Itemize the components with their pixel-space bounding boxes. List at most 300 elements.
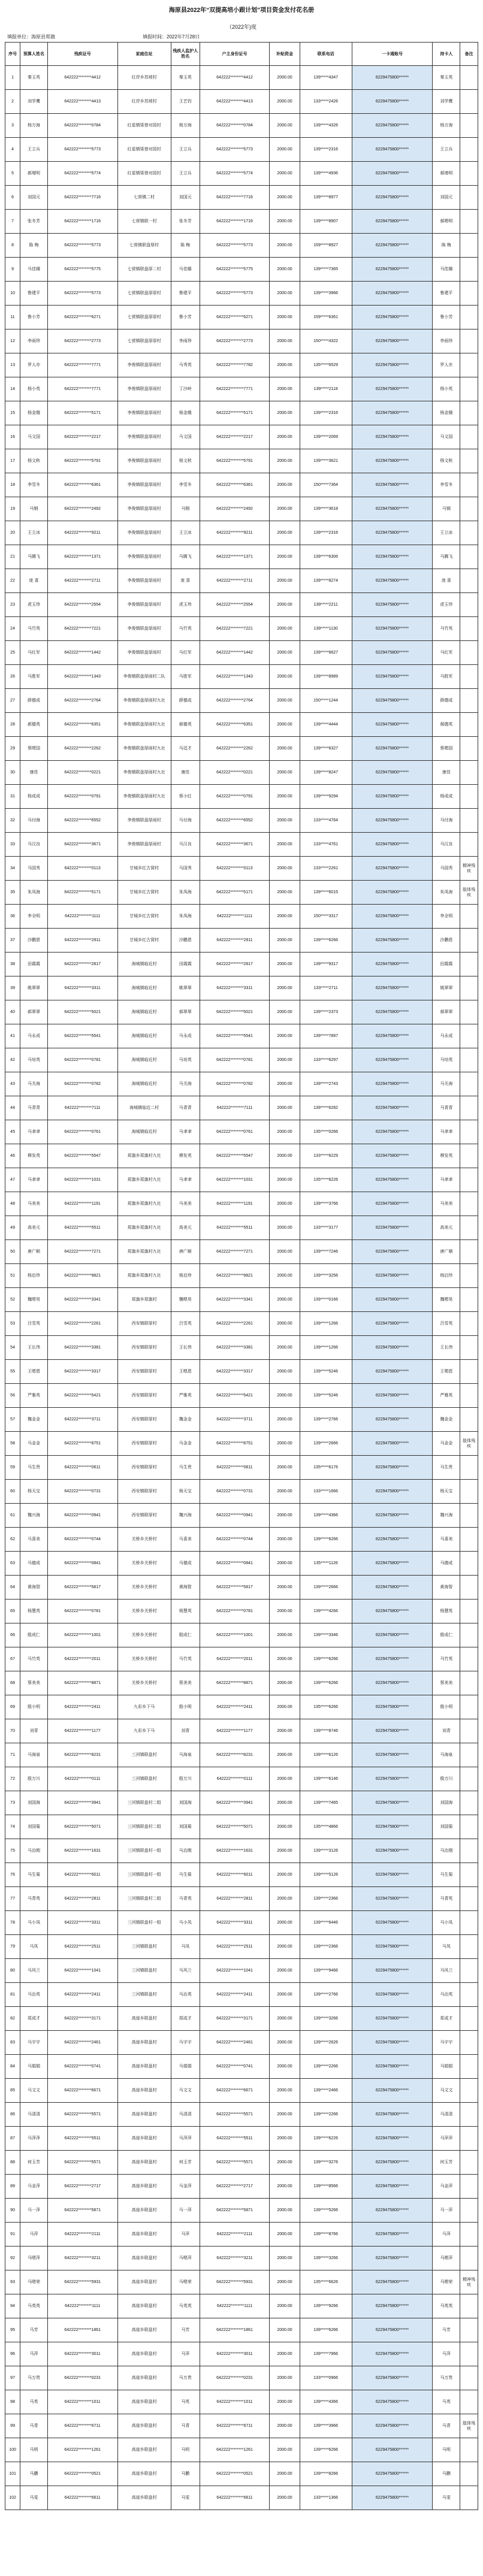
table-cell xyxy=(460,689,478,713)
table-row xyxy=(5,138,478,162)
table-cell: 2000.00 xyxy=(270,353,300,377)
table-cell: 七营镇联盘厚厚村 xyxy=(117,306,171,329)
table-cell: 马嗯萍 xyxy=(433,2247,460,2270)
table-cell: 马宇宇 xyxy=(20,2031,48,2055)
table-cell: 马芳 xyxy=(171,2318,200,2342)
fill-date: 填报时间：2022年7月28日 xyxy=(143,34,200,40)
table-cell: 七营镇联盘厚厚村 xyxy=(117,329,171,353)
table-cell: 红星镇梁登对园村 xyxy=(117,162,171,186)
table-cell: 严雅英 xyxy=(20,1384,48,1408)
table-cell: 6229475800****** xyxy=(352,1120,433,1144)
table-cell: 6229475800****** xyxy=(352,449,433,473)
table-cell: 642222********1442 xyxy=(200,641,270,665)
table-cell: 2000.00 xyxy=(270,905,300,929)
table-cell: 2000.00 xyxy=(270,785,300,809)
table-cell: 6229475800****** xyxy=(352,1647,433,1671)
table-cell: 139*****2766 xyxy=(300,1983,352,2007)
table-cell: 高崖乡联盘村 xyxy=(117,2294,171,2318)
table-cell: 郑旗乡郑旗村九社 xyxy=(117,1168,171,1192)
table-cell: 2000.00 xyxy=(270,665,300,689)
table-cell: 642222********0782 xyxy=(200,1072,270,1096)
table-cell: 李雪冬 xyxy=(20,473,48,497)
table-row xyxy=(5,713,478,737)
table-cell: 2000.00 xyxy=(270,521,300,545)
table-cell: 马培英 xyxy=(20,1048,48,1072)
table-cell: 642222********1011 xyxy=(47,2390,117,2414)
table-cell: 642222********0841 xyxy=(200,1552,270,1576)
table-cell: 红岸乡苏坡村 xyxy=(117,66,171,90)
table-cell: 何玉芳 xyxy=(171,2151,200,2175)
table-cell: 79 xyxy=(5,1935,20,1959)
table-cell: 642222********0791 xyxy=(47,785,117,809)
table-cell: 642222********2711 xyxy=(47,569,117,593)
table-cell: 高崖乡联盘村 xyxy=(117,2318,171,2342)
table-cell: 83 xyxy=(5,2031,20,2055)
table-cell: 甘城乡红古窝村 xyxy=(117,857,171,881)
table-cell xyxy=(460,1815,478,1839)
table-cell: 姚翠翠 xyxy=(433,976,460,1000)
table-cell: 642222********5817 xyxy=(200,1576,270,1600)
table-cell: 75 xyxy=(5,1839,20,1863)
table-cell: 马青青 xyxy=(171,1096,200,1120)
table-cell xyxy=(460,1000,478,1024)
table-row xyxy=(5,1504,478,1528)
table-cell: 马竹英 xyxy=(20,617,48,641)
table-cell xyxy=(460,353,478,377)
table-cell: 6229475800****** xyxy=(352,329,433,353)
table-cell xyxy=(460,1336,478,1360)
table-cell: 严雅英 xyxy=(171,1384,200,1408)
table-cell: 97 xyxy=(5,2366,20,2390)
table-cell: 642222********1261 xyxy=(200,2438,270,2462)
table-cell: 642222********5511 xyxy=(47,1216,117,1240)
table-cell: 642222********1001 xyxy=(200,1623,270,1647)
table-cell: 6229475800****** xyxy=(352,1144,433,1168)
table-cell: 马关海 xyxy=(20,1072,48,1096)
table-cell: 6229475800****** xyxy=(352,641,433,665)
table-cell: 朱凤海 xyxy=(20,881,48,905)
table-cell: 马治刚 xyxy=(20,1839,48,1863)
table-cell: 72 xyxy=(5,1767,20,1791)
table-row xyxy=(5,953,478,976)
table-cell: 6229475800****** xyxy=(352,1671,433,1695)
table-cell: 642222********2217 xyxy=(200,425,270,449)
table-cell: 高崖乡联盘村 xyxy=(117,2270,171,2294)
table-cell: 陈 梅 xyxy=(20,234,48,258)
table-cell: 殷小明 xyxy=(433,1695,460,1719)
table-cell: 139*****3276 xyxy=(300,2151,352,2175)
table-row xyxy=(5,449,478,473)
table-row xyxy=(5,1528,478,1552)
table-cell: 88 xyxy=(5,2151,20,2175)
table-cell: 李俊镇联盘厚雨村 xyxy=(117,497,171,521)
table-cell: 642222********5511 xyxy=(200,2127,270,2151)
table-cell: 642222********3311 xyxy=(47,976,117,1000)
table-cell: 高崖乡联盘村 xyxy=(117,2103,171,2127)
table-row xyxy=(5,2175,478,2199)
table-cell: 马竹英 xyxy=(20,1647,48,1671)
table-cell: 马德成 xyxy=(171,1552,200,1576)
table-cell: 139*****8247 xyxy=(300,761,352,785)
table-cell: 王立兵 xyxy=(171,162,200,186)
table-cell: 2000.00 xyxy=(270,1887,300,1911)
table-cell: 马竹英 xyxy=(171,617,200,641)
table-cell: 李俊镇联盘厚雨村二队 xyxy=(117,665,171,689)
table-cell: 52 xyxy=(5,1288,20,1312)
table-cell: 642222********9821 xyxy=(200,1264,270,1288)
table-cell: 6229475800****** xyxy=(352,282,433,306)
table-cell: 139*****6266 xyxy=(300,2438,352,2462)
table-row xyxy=(5,1384,478,1408)
table-cell: 642222********5775 xyxy=(47,258,117,282)
table-cell: 642222********5021 xyxy=(200,1000,270,1024)
table-row xyxy=(5,1576,478,1600)
table-cell: 魏兴海 xyxy=(433,1504,460,1528)
table-cell: 殷成仁 xyxy=(20,1623,48,1647)
table-cell: 642222********2111 xyxy=(200,2223,270,2247)
table-cell: 642222********1111 xyxy=(200,905,270,929)
table-cell: 马雯 xyxy=(20,2486,48,2510)
table-cell: 2000.00 xyxy=(270,186,300,210)
table-cell: 郑成才 xyxy=(20,2007,48,2031)
table-cell: 马雯 xyxy=(171,2486,200,2510)
table-cell: 642222********3671 xyxy=(47,833,117,857)
table-cell: 关桥乡关桥村 xyxy=(117,1576,171,1600)
table-cell: 642222********0784 xyxy=(200,114,270,138)
table-cell: 马英 xyxy=(171,2390,200,2414)
table-cell: 马红军 xyxy=(433,641,460,665)
table-cell: 2000.00 xyxy=(270,210,300,234)
table-cell: 642222********5547 xyxy=(47,1144,117,1168)
table-cell: 642222********0221 xyxy=(200,761,270,785)
table-cell: 2000.00 xyxy=(270,929,300,953)
table-cell: 76 xyxy=(5,1863,20,1887)
table-row xyxy=(5,1935,478,1959)
table-cell: 93 xyxy=(5,2270,20,2294)
table-cell: 11 xyxy=(5,306,20,329)
table-cell: 642222********5791 xyxy=(47,449,117,473)
table-cell: 杨金娥 xyxy=(20,401,48,425)
table-cell: 李俊镇联盘厚雨村九社 xyxy=(117,689,171,713)
table-cell: 133*****1366 xyxy=(300,2486,352,2510)
table-cell xyxy=(460,2127,478,2151)
table-cell: 139*****3966 xyxy=(300,2414,352,2438)
table-cell xyxy=(460,1791,478,1815)
table-cell: 6229475800****** xyxy=(352,497,433,521)
table-cell: 2000.00 xyxy=(270,1288,300,1312)
table-cell: 唐广顺 xyxy=(20,1240,48,1264)
table-cell: 139*****6266 xyxy=(300,929,352,953)
table-cell: 西安镇联厚村 xyxy=(117,1456,171,1480)
table-cell: 150*****3317 xyxy=(300,905,352,929)
table-cell: 642222********2764 xyxy=(200,689,270,713)
table-cell: 蔡嗯国 xyxy=(20,737,48,761)
table-cell: 杨文秋 xyxy=(20,449,48,473)
table-cell: 李俊镇联盘厚雨村 xyxy=(117,545,171,569)
table-cell: 642222********0113 xyxy=(200,857,270,881)
table-cell: 159*****8927 xyxy=(300,234,352,258)
table-row xyxy=(5,1048,478,1072)
table-cell: 魏嗯昊 xyxy=(171,1288,200,1312)
table-cell xyxy=(460,545,478,569)
table-cell xyxy=(460,210,478,234)
table-cell: 6229475800****** xyxy=(352,1935,433,1959)
table-cell: 唐广顺 xyxy=(171,1240,200,1264)
table-cell: 86 xyxy=(5,2103,20,2127)
table-cell: 6229475800****** xyxy=(352,1863,433,1887)
table-cell: 20 xyxy=(5,521,20,545)
table-cell: 郑成才 xyxy=(171,2007,200,2031)
table-cell: 6229475800****** xyxy=(352,1983,433,2007)
table-cell: 642222********2717 xyxy=(47,2175,117,2199)
table-cell: 642222********0741 xyxy=(47,2055,117,2079)
table-cell: 2000.00 xyxy=(270,2318,300,2342)
table-cell xyxy=(460,2366,478,2390)
table-cell: 郝翠翠 xyxy=(433,1000,460,1024)
table-row xyxy=(5,210,478,234)
table-cell: 三河镇联盘村二组 xyxy=(117,1791,171,1815)
table-cell: 马萍 xyxy=(20,2223,48,2247)
table-cell: 33 xyxy=(5,833,20,857)
table-cell: 28 xyxy=(5,713,20,737)
table-cell xyxy=(460,785,478,809)
table-cell: 郑旗乡郑旗村九社 xyxy=(117,1192,171,1216)
table-row xyxy=(5,186,478,210)
table-cell: 30 xyxy=(5,761,20,785)
table-row xyxy=(5,2031,478,2055)
table-row xyxy=(5,306,478,329)
table-row xyxy=(5,1264,478,1288)
table-cell: 139*****3766 xyxy=(300,1192,352,1216)
table-cell: 马德成 xyxy=(20,1552,48,1576)
table-cell: 2000.00 xyxy=(270,2414,300,2438)
table-cell xyxy=(460,1959,478,1983)
table-cell: 2000.00 xyxy=(270,162,300,186)
table-cell: 642222********5171 xyxy=(200,881,270,905)
table-cell: 642222********5773 xyxy=(200,282,270,306)
table-cell: 杨成成 xyxy=(20,785,48,809)
table-cell: 西安镇联厚村 xyxy=(117,1384,171,1408)
column-header: 预算人姓名 xyxy=(20,43,48,66)
table-cell: 642222********5541 xyxy=(200,1024,270,1048)
table-cell: 642222********0781 xyxy=(200,1600,270,1623)
table-cell: 马金金 xyxy=(433,1432,460,1456)
table-cell: 6229475800****** xyxy=(352,1600,433,1623)
table-cell: 133*****4761 xyxy=(300,833,352,857)
table-row xyxy=(5,1408,478,1432)
table-cell: 139*****3346 xyxy=(300,1623,352,1647)
table-row xyxy=(5,2294,478,2318)
table-cell: 66 xyxy=(5,1623,20,1647)
table-row xyxy=(5,1288,478,1312)
table-row xyxy=(5,569,478,593)
table-cell: 32 xyxy=(5,809,20,833)
table-cell: 6229475800****** xyxy=(352,162,433,186)
table-cell: 139*****8989 xyxy=(300,665,352,689)
table-cell: 642222********0761 xyxy=(47,1120,117,1144)
table-cell: 96 xyxy=(5,2342,20,2366)
table-cell: 马凤 xyxy=(20,1935,48,1959)
table-cell xyxy=(460,905,478,929)
table-cell: 2000.00 xyxy=(270,306,300,329)
table-cell xyxy=(460,1552,478,1576)
table-cell: 29 xyxy=(5,737,20,761)
table-row xyxy=(5,641,478,665)
table-cell: 马嗯荣 xyxy=(171,2270,200,2294)
table-cell: 郑旗乡郑旗村九社 xyxy=(117,1264,171,1288)
table-row xyxy=(5,1623,478,1647)
table-cell: 马生菊 xyxy=(171,1863,200,1887)
table-cell: 郝德英 xyxy=(20,713,48,737)
table-cell: 150*****7364 xyxy=(300,473,352,497)
table-cell: 马金萍 xyxy=(171,2175,200,2199)
table-cell: 马娟娟 xyxy=(171,2055,200,2079)
table-cell: 西安镇联厚村 xyxy=(117,1360,171,1384)
table-cell: 秦玉英 xyxy=(171,66,200,90)
table-cell: 郝德英 xyxy=(171,713,200,737)
table-cell: 642222********0221 xyxy=(47,761,117,785)
table-cell: 2000.00 xyxy=(270,2247,300,2270)
table-cell: 2000.00 xyxy=(270,2127,300,2151)
table-cell: 642222********1442 xyxy=(47,641,117,665)
table-cell: 13 xyxy=(5,353,20,377)
table-cell: 6229475800****** xyxy=(352,1456,433,1480)
table-cell: 642222********2911 xyxy=(47,929,117,953)
table-cell: 21 xyxy=(5,545,20,569)
table-cell: 6229475800****** xyxy=(352,881,433,905)
table-cell: 642222********5547 xyxy=(200,1144,270,1168)
table-cell: 丁沙岭 xyxy=(171,377,200,401)
table-cell: 642222********3317 xyxy=(47,1360,117,1384)
table-cell: 2000.00 xyxy=(270,1456,300,1480)
table-cell: 139*****4936 xyxy=(300,162,352,186)
table-cell: 马生贵 xyxy=(171,1456,200,1480)
table-cell: 马美美 xyxy=(433,1192,460,1216)
table-cell: 71 xyxy=(5,1743,20,1767)
table-cell: 马芳 xyxy=(20,2318,48,2342)
table-cell: 马宇宇 xyxy=(433,2031,460,2055)
table-cell: 642222********3311 xyxy=(200,1911,270,1935)
table-cell: 139*****3256 xyxy=(300,1264,352,1288)
table-cell: 642222********4413 xyxy=(200,90,270,114)
table-cell: 马治刚 xyxy=(433,1839,460,1863)
table-cell: 三河镇联盘村 xyxy=(117,1743,171,1767)
table-cell xyxy=(460,1600,478,1623)
table-cell: 2000.00 xyxy=(270,234,300,258)
table-cell xyxy=(460,1576,478,1600)
table-cell: 24 xyxy=(5,617,20,641)
table-cell: 642222********5021 xyxy=(47,1000,117,1024)
table-cell: 李俊镇联盘厚雨村 xyxy=(117,593,171,617)
table-cell xyxy=(460,1216,478,1240)
table-cell: 2000.00 xyxy=(270,1120,300,1144)
table-cell: 642222********3011 xyxy=(200,2342,270,2366)
table-cell: 642222********3211 xyxy=(200,2247,270,2270)
table-cell: 2000.00 xyxy=(270,1336,300,1360)
table-cell: 西安镇联厚村 xyxy=(117,1336,171,1360)
table-cell xyxy=(460,737,478,761)
table-cell: 642222********2411 xyxy=(47,1983,117,2007)
table-cell: 红星镇梁登对园村 xyxy=(117,114,171,138)
table-cell: 2000.00 xyxy=(270,401,300,425)
table-cell: 三河镇联盘村一组 xyxy=(117,1839,171,1863)
table-cell: 马小凤 xyxy=(433,1911,460,1935)
table-cell: 139*****4266 xyxy=(300,1600,352,1623)
table-cell xyxy=(460,593,478,617)
table-cell: 马萍 xyxy=(171,2342,200,2366)
table-cell: 43 xyxy=(5,1072,20,1096)
table-cell: 59 xyxy=(5,1456,20,1480)
table-cell: 高美元 xyxy=(20,1216,48,1240)
table-cell xyxy=(460,1935,478,1959)
table-cell: 马英 xyxy=(20,2390,48,2414)
table-cell: 康佳 xyxy=(20,761,48,785)
table-cell: 139*****2366 xyxy=(300,1887,352,1911)
table-cell: 马青 xyxy=(20,2414,48,2438)
table-cell: 康佳 xyxy=(171,761,200,785)
table-cell: 27 xyxy=(5,689,20,713)
table-cell: 642222********7771 xyxy=(47,353,117,377)
table-cell: 8 xyxy=(5,234,20,258)
table-cell: 16 xyxy=(5,425,20,449)
table-cell: 6229475800****** xyxy=(352,761,433,785)
table-cell: 2000.00 xyxy=(270,1216,300,1240)
table-cell: 杨启珍 xyxy=(433,1264,460,1288)
table-cell: 77 xyxy=(5,1887,20,1911)
table-cell: 马文国 xyxy=(171,425,200,449)
table-cell: 22 xyxy=(5,569,20,593)
table-cell: 139*****2266 xyxy=(300,2055,352,2079)
table-cell: 康佳 xyxy=(433,761,460,785)
table-cell: 6229475800****** xyxy=(352,1887,433,1911)
table-cell: 马萍萍 xyxy=(433,2127,460,2151)
table-cell: 马凤 xyxy=(171,1935,200,1959)
table-cell: 2000.00 xyxy=(270,1767,300,1791)
table-cell: 高美元 xyxy=(171,1216,200,1240)
table-cell: 杨慧英 xyxy=(171,1600,200,1623)
table-cell: 642222********2011 xyxy=(200,1647,270,1671)
column-header: 户主身份证号 xyxy=(200,43,270,66)
table-row xyxy=(5,1695,478,1719)
table-cell: 642222********7716 xyxy=(200,186,270,210)
table-cell: 马万贵 xyxy=(433,2366,460,2390)
table-cell xyxy=(460,425,478,449)
table-cell: 642222********2817 xyxy=(47,953,117,976)
table-cell: 李俊镇联盘厚雨村 xyxy=(117,641,171,665)
table-cell: 642222********6271 xyxy=(47,306,117,329)
table-cell: 马治英 xyxy=(171,1983,200,2007)
table-cell: 三河镇联盘村 xyxy=(117,1935,171,1959)
table-cell: 642222********0781 xyxy=(47,1600,117,1623)
table-cell xyxy=(460,1528,478,1552)
table-row xyxy=(5,2127,478,2151)
table-cell: 139*****7465 xyxy=(300,1791,352,1815)
table-cell: 642222********2111 xyxy=(47,2223,117,2247)
table-row xyxy=(5,2199,478,2223)
table-cell xyxy=(460,1719,478,1743)
table-cell: 2000.00 xyxy=(270,2462,300,2486)
table-cell: 139*****5246 xyxy=(300,1360,352,1384)
table-cell: 139*****9466 xyxy=(300,1959,352,1983)
table-cell: 马芳 xyxy=(433,2318,460,2342)
table-cell: 马付海 xyxy=(20,809,48,833)
table-cell: 马海泉 xyxy=(433,1743,460,1767)
table-row xyxy=(5,857,478,881)
table-cell: 642222********2262 xyxy=(47,737,117,761)
table-cell: 2000.00 xyxy=(270,2366,300,2390)
table-cell: 6229475800****** xyxy=(352,1024,433,1048)
column-header: 备注 xyxy=(460,43,478,66)
